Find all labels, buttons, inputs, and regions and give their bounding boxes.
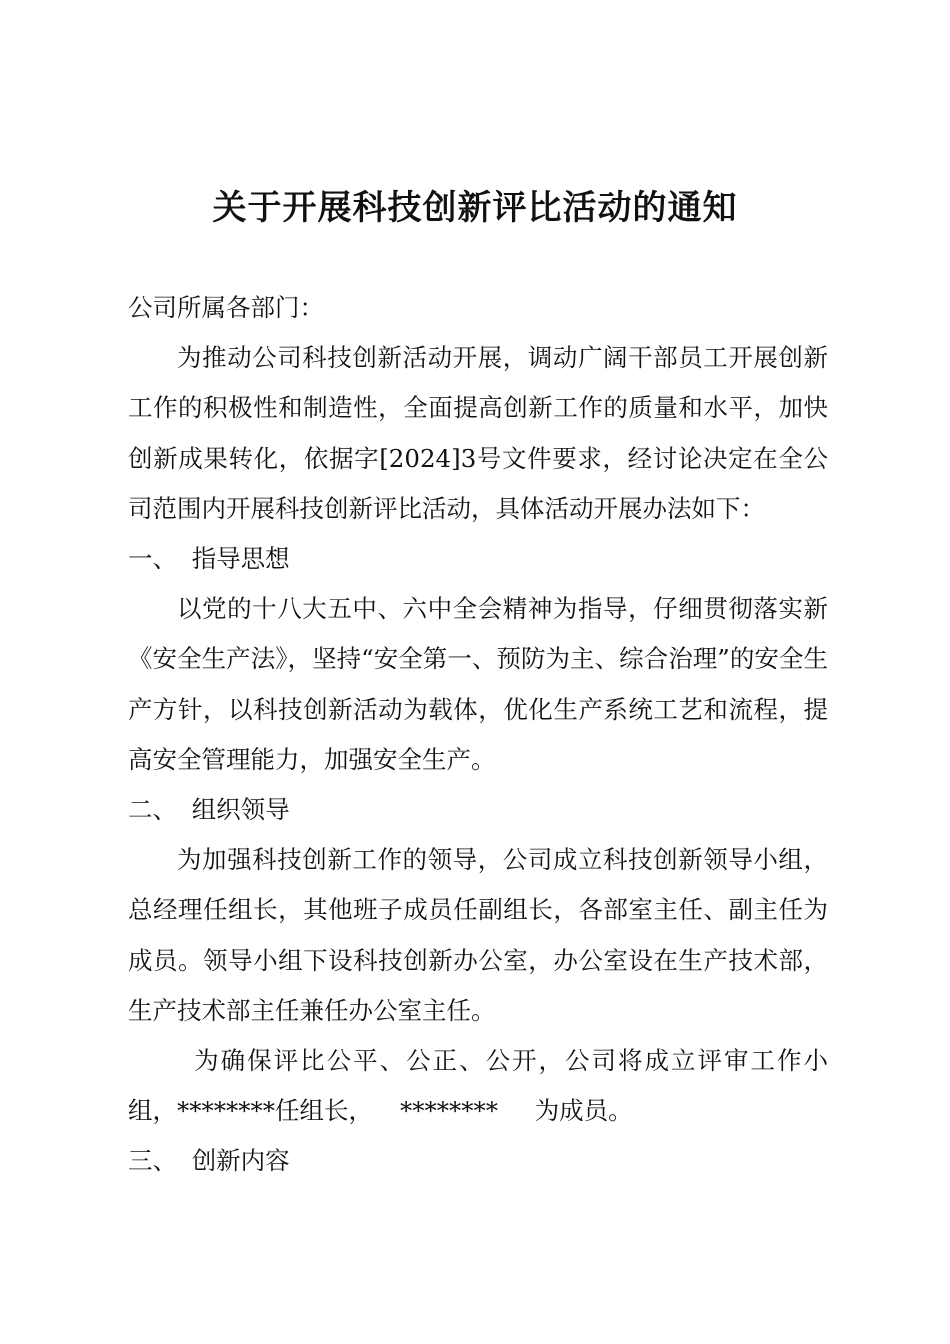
review-members-placeholder: ******** [399, 1096, 498, 1126]
section-heading-1 [128, 534, 828, 584]
section-heading-3 [128, 1136, 828, 1186]
intro-paragraph: 为推动公司科技创新活动开展，调动广阔干部员工开展创新工作的积极性和制造性，全面提高创新工作的质量和水平，加快创新成果转化，依据字[2024]3号文件要求，经讨论决定在全公司范围内开展科技创新评比活动，具体活动开展办法如下： [128, 343, 828, 523]
section-number: 一、 [128, 544, 177, 574]
section-title: 组织领导 [191, 795, 290, 825]
section-paragraph-2: 为加强科技创新工作的领导，公司成立科技创新领导小组，总经理任组长，其他班子成员任副组长，各部室主任、副主任为成员。领导小组下设科技创新办公室，办公室设在生产技术部，生产技术部主任兼任办公室主任。 [128, 845, 828, 1025]
document-title: 关于开展科技创新评比活动的通知 [212, 188, 738, 228]
salutation: 公司所属各部门： [128, 293, 324, 322]
section-paragraph-1: 以党的十八大五中、六中全会精神为指导，仔细贯彻落实新《安全生产法》，坚持“安全第一、预防为主、综合治理”的安全生产方针，以科技创新活动为载体，优化生产系统工艺和流程，提高安全管理能力，加强安全生产。 [128, 594, 828, 774]
section-number: 二、 [128, 795, 177, 825]
section-title: 创新内容 [191, 1146, 290, 1176]
review-prefix: 为确保评比公平、公正、公开，公司将成立评审工作小组， [128, 1046, 828, 1126]
review-members-role: 为成员。 [534, 1096, 633, 1126]
document-body [128, 283, 828, 1187]
section-title: 指导思想 [191, 544, 290, 574]
review-group-paragraph [128, 1036, 828, 1136]
section-heading-2 [128, 785, 828, 835]
review-leader-placeholder: ******** [177, 1096, 275, 1126]
section-number: 三、 [128, 1146, 177, 1176]
review-leader-role: 任组长， [275, 1096, 373, 1126]
